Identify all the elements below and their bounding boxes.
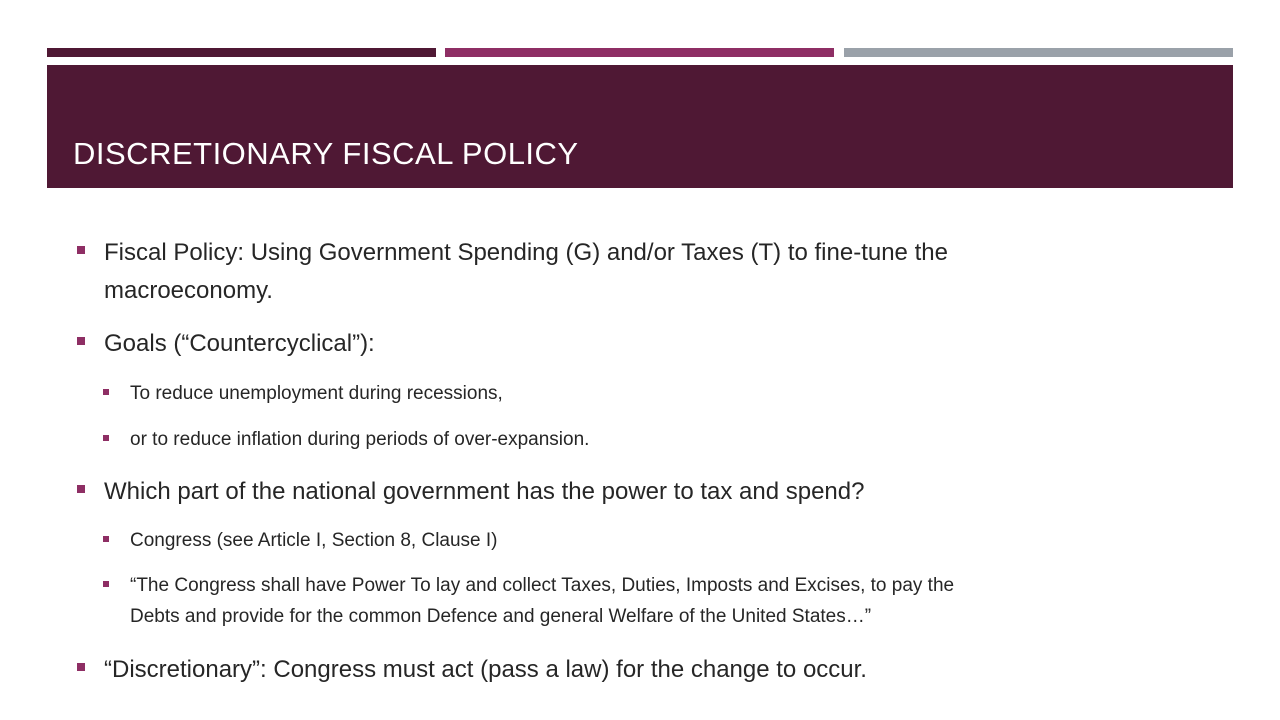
bullet-goals [77, 327, 1237, 360]
sub-bullet-inflation [77, 427, 1237, 452]
sub-bullet-text: To reduce unemployment during recessions, [130, 383, 503, 404]
bullet-text: Fiscal Policy: Using Government Spending (G) and/or Taxes (T) to fine-tune the [104, 239, 948, 266]
bullet-which-part [77, 475, 1237, 508]
square-bullet-icon [103, 435, 109, 441]
sub-bullet-text: Congress (see Article I, Section 8, Clause I) [130, 530, 498, 551]
square-bullet-icon [77, 246, 85, 254]
sub-bullet-text: “The Congress shall have Power To lay and collect Taxes, Duties, Imposts and Excises, to pay the [130, 575, 955, 596]
sub-bullet-congress [77, 528, 1237, 553]
square-bullet-icon [77, 485, 85, 493]
bullet-text: Goals (“Countercyclical”): [104, 330, 375, 357]
square-bullet-icon [103, 389, 109, 395]
slide-title: DISCRETIONARY FISCAL POLICY [73, 136, 579, 171]
bullet-text-continued: macroeconomy. [104, 277, 273, 304]
square-bullet-icon [103, 581, 109, 587]
square-bullet-icon [103, 536, 109, 542]
bullet-discretionary [77, 653, 1237, 686]
bullet-text: “Discretionary”: Congress must act (pass a law) for the change to occur. [104, 656, 867, 683]
sub-bullet-text-continued: Debts and provide for the common Defence and general Welfare of the United States…” [130, 606, 872, 627]
sub-bullet-text: or to reduce inflation during periods of over-expansion. [130, 429, 590, 450]
square-bullet-icon [77, 337, 85, 345]
square-bullet-icon [77, 663, 85, 671]
bullet-fiscal-policy [77, 236, 1237, 306]
bullet-text: Which part of the national government has the power to tax and spend? [104, 478, 865, 505]
sub-bullet-unemployment [77, 381, 1237, 406]
sub-bullet-quote [77, 573, 1237, 629]
